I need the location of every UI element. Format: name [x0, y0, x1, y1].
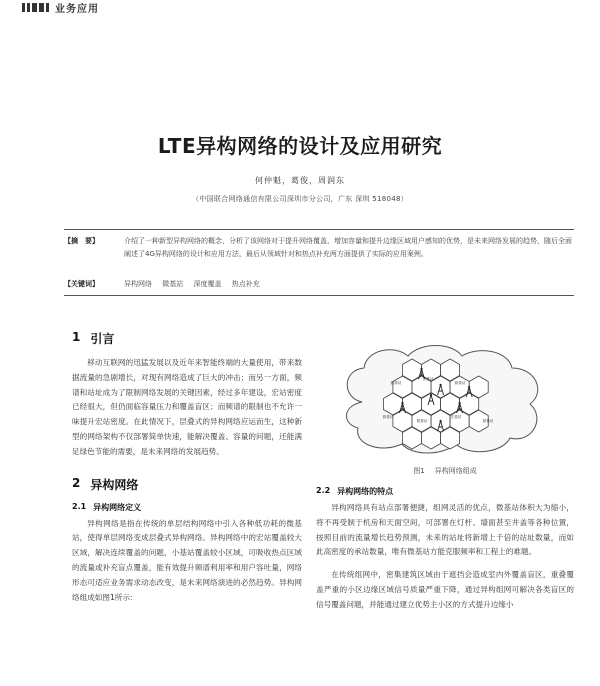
keywords-label: 【关键词】: [64, 280, 99, 288]
header-section: 业务应用: [55, 3, 99, 15]
antenna-dot: [439, 420, 441, 422]
node-label: 微基站: [416, 419, 428, 423]
subsection-heading: [316, 486, 574, 497]
section-title: 引言: [90, 332, 115, 346]
subsection-number: 2.2: [316, 486, 331, 495]
header-bars-icon: [22, 3, 49, 12]
abstract-top-rule: [64, 229, 574, 230]
running-header: [22, 0, 99, 14]
abstract-block: [64, 235, 574, 261]
subsection-number: 2.1: [72, 501, 87, 511]
keywords-list: [124, 278, 574, 291]
body-paragraph: 移动互联网的迅猛发展以及近年来智能终端的大量使用，带来数据流量的急剧增长，对现有网络造成了巨大的冲击；而另一方面，频谱和站址成为了限制网络发展的关键因素，经过多年建设，宏站密度已经很大，但仍面临容量压力和覆盖盲区；而频谱的限制也不允许一味提升宏站密度。在此情况下，层叠式的异构网络应运而生，这种新型的网络架构不仅部署简单快速，能解决覆盖、容量的问题，还能满足绿色节能的需要，是未来网络的发展趋势。: [72, 358, 302, 456]
network-diagram: [336, 340, 550, 458]
node-label: 微基站: [454, 381, 466, 385]
paper-title: LTE异构网络的设计及应用研究: [157, 134, 443, 158]
antenna-dot: [430, 394, 432, 396]
node-label: 微基站: [382, 415, 394, 419]
node-label: 微基站: [390, 381, 402, 385]
keyword: 深度覆盖: [193, 280, 222, 288]
paper-authors: 何仲魁，葛俊，周润东: [255, 176, 345, 185]
left-column: [72, 330, 302, 607]
section-title: 异构网络: [90, 477, 139, 492]
abstract-bottom-rule: [64, 295, 574, 296]
abstract-label: 【摘 要】: [64, 237, 99, 245]
subsection-title: 异构网络的特点: [337, 487, 394, 496]
antenna-dot: [468, 386, 470, 388]
antenna-dot: [439, 384, 441, 386]
antenna-dot: [459, 402, 461, 404]
abstract-text: 介绍了一种新型异构网络的概念，分析了该网络对于提升网络覆盖、增加容量和提升边缘区域用户感知的优势，是未来网络发展的趋势，随后全面阐述了4G异构网络的设计和应用方法，最后从领域针对和热点补充两方面提供了实际的应用案例。: [124, 237, 572, 258]
node-label: 宏基站: [450, 415, 462, 419]
keywords-block: [64, 278, 574, 291]
keyword: 异构网络: [124, 280, 152, 288]
right-column: [316, 486, 574, 615]
subsection-heading: [72, 502, 302, 513]
node-label: 微基站: [482, 419, 494, 423]
antenna-dot: [401, 402, 403, 404]
body-paragraph: 在传统组网中，密集建筑区域由于遮挡会造成室内外覆盖盲区，重叠覆盖严重的小区边缘区域信号质量严重下降，通过异构组网可解决各类盲区的信号覆盖问题，并能通过建立优势主小区的方式提升边缘小: [316, 570, 574, 609]
figure-caption: [316, 466, 574, 476]
keyword: 热点补充: [231, 280, 260, 288]
antenna-dot: [420, 368, 422, 370]
body-paragraph: 异构网络具有站点部署便捷，组网灵活的优点，微基站体积大为缩小，将不再受制于机房和天面空间，可部署在灯杆、墙面甚至井盖等各种位置，按照目前的流量增长趋势预测，未来的站址将新增上千倍的站址数量，而如此高密度的承站数量，唯有微基站方能克服频率和工程上的难题。: [316, 503, 574, 557]
section-number: 1: [72, 330, 81, 344]
node-label: 宏基站: [422, 377, 434, 381]
subsection-title: 异构网络定义: [93, 502, 142, 512]
section-number: 2: [72, 475, 81, 490]
section-heading: [72, 330, 302, 347]
figure-number: 图1: [413, 467, 425, 475]
figure-caption-text: 异构网络组成: [434, 467, 477, 475]
section-heading: [72, 476, 302, 493]
paper-affiliation: （中国联合网络通信有限公司深圳市分公司，广东 深圳 518048）: [191, 195, 409, 203]
keyword: 微基站: [162, 280, 184, 288]
body-paragraph: 异构网络是指在传统的单层结构网络中引入各种低功耗的微基站，使得单层网络变成层叠式异构网络。异构网络中的宏站覆盖较大区域，解决连续覆盖的问题，小基站覆盖较小区域，可吸收热点区域的流量或补充盲点覆盖，能有效提升频谱利用率和用户容吐量，网络形态可适应业务需求动态改变，是未来网络演进的必然趋势。异构网络组成如图1所示：: [72, 518, 302, 602]
